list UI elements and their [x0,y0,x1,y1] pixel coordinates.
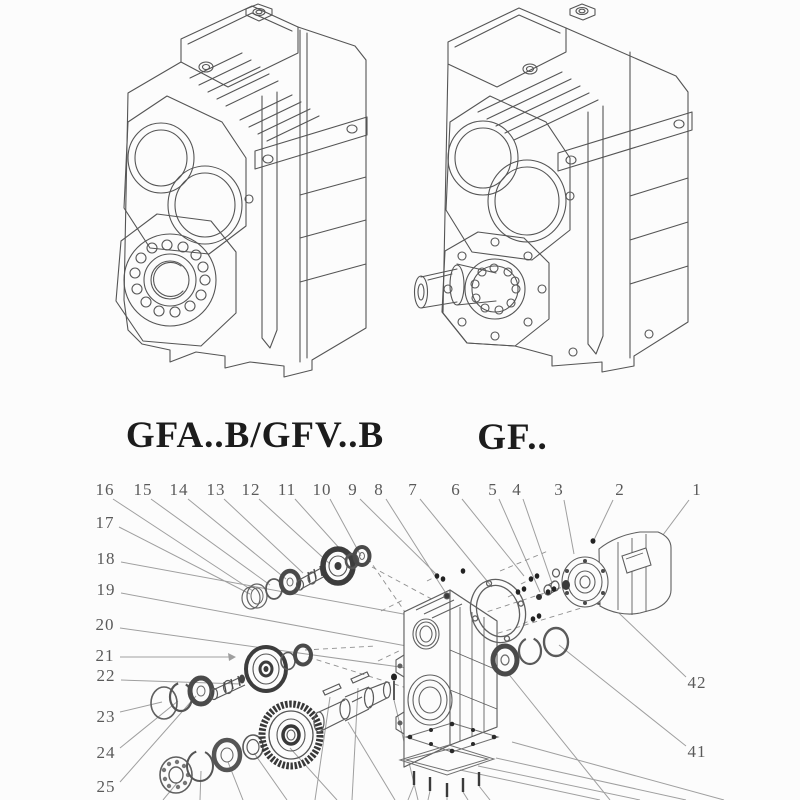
callout-18: 18 [96,549,116,568]
leader-arrow-21 [228,653,236,661]
callout-7: 7 [408,480,418,499]
callout-17: 17 [95,513,115,532]
callout-9: 9 [348,480,358,499]
callout-23: 23 [96,707,116,726]
callout-41: 41 [687,742,707,761]
callout-21: 21 [95,646,115,665]
output-gear-assembly [160,704,320,793]
callout-3: 3 [554,480,564,499]
callout-13: 13 [206,480,226,499]
bearing-balls-right [471,264,520,314]
housing [396,590,497,767]
callout-14: 14 [169,480,189,499]
callout-25: 25 [96,777,116,796]
callout-19: 19 [96,580,116,599]
callout-4: 4 [512,480,522,499]
callout-15: 15 [133,480,153,499]
callout-2: 2 [615,480,625,499]
exploded-view-diagram [113,499,724,800]
motor [562,532,671,615]
callout-42: 42 [687,673,707,692]
callout-5: 5 [488,480,498,499]
callout-6: 6 [451,480,461,499]
callout-10: 10 [312,480,332,499]
gearbox-drawing-gf [415,4,693,372]
callout-22: 22 [96,666,116,685]
output-side-bearing-set [493,628,568,674]
gearbox-drawing-gfab [116,4,367,377]
callout-20: 20 [95,615,115,634]
model-label-gfab: GFA..B/GFV..B [125,415,385,456]
callout-11: 11 [277,480,297,499]
callout-24: 24 [96,743,116,762]
callout-16: 16 [95,480,115,499]
callout-1: 1 [692,480,702,499]
model-label-gf: GF.. [477,417,548,458]
callout-8: 8 [374,480,384,499]
callout-12: 12 [241,480,261,499]
